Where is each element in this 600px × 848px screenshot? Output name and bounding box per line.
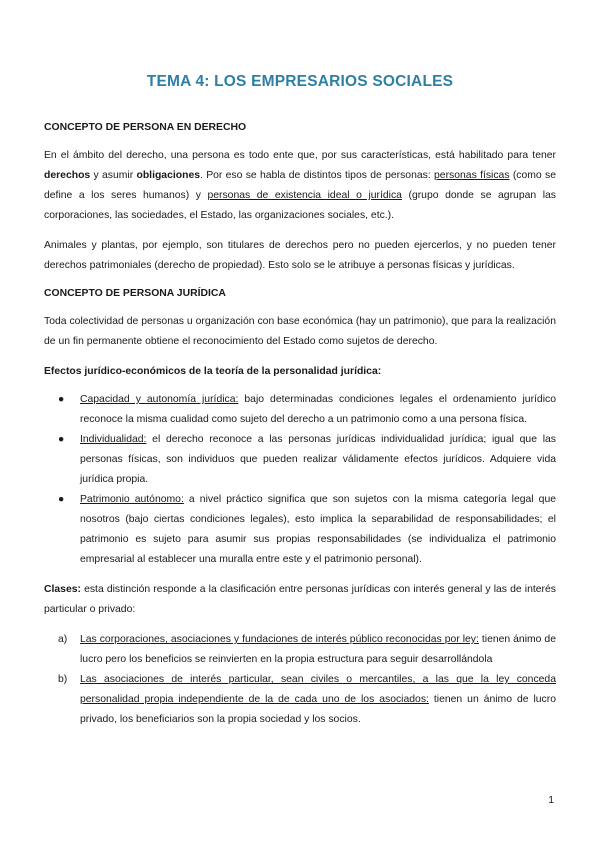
- page-number: 1: [548, 795, 554, 806]
- text-run: (como se define a los seres humanos) y: [44, 170, 556, 201]
- bold-term-obligaciones: obligaciones: [136, 170, 200, 181]
- bullet-icon: ●: [58, 434, 65, 445]
- clases-text: esta distinción responde a la clasificación entre personas jurídicas con interés general y las de interés particular o privado:: [44, 584, 556, 615]
- text-run: En el ámbito del derecho, una persona es todo ente que, por sus características, está habilitado para tener: [44, 150, 556, 161]
- text-run: y asumir: [90, 170, 137, 181]
- paragraph-animales-plantas: Animales y plantas, por ejemplo, son titulares de derechos pero no pueden ejercerlos, y no pueden tener derechos patrimoniales (derecho de propiedad). Esto solo se le atribuye a personas físicas y jurídicas.: [44, 240, 556, 271]
- text-run: (grupo donde se agrupan las corporaciones, las sociedades, el Estado, las organizaciones sociales, etc.).: [44, 190, 556, 221]
- section-heading-persona-derecho: CONCEPTO DE PERSONA EN DERECHO: [44, 122, 247, 133]
- bullet-term: Capacidad y autonomía jurídica:: [80, 394, 239, 405]
- bold-term-derechos: derechos: [44, 170, 91, 181]
- list-marker: b): [58, 674, 68, 685]
- list-item: [44, 630, 556, 670]
- effects-list: [44, 390, 556, 570]
- clases-list: [44, 630, 556, 730]
- bullet-icon: ●: [58, 494, 65, 505]
- bullet-term: Individualidad:: [80, 434, 147, 445]
- list-item: [44, 430, 556, 490]
- list-item: [44, 390, 556, 430]
- text-run: . Por eso se habla de distintos tipos de personas:: [200, 170, 435, 181]
- clase-term: Las asociaciones de interés particular, sean civiles o mercantiles, a las que la ley conceda personalidad propia independiente de la de cada uno de los asociados:: [80, 674, 556, 705]
- paragraph-persona-definicion: [44, 146, 556, 226]
- page-title: TEMA 4: LOS EMPRESARIOS SOCIALES: [146, 73, 454, 90]
- clase-term: Las corporaciones, asociaciones y fundaciones de interés público reconocidas por ley:: [80, 634, 479, 645]
- clase-text: tienen ánimo de lucro pero los beneficios se reinvierten en la propia estructura para seguir desarrollándola: [80, 634, 556, 665]
- paragraph-clases: [44, 580, 556, 620]
- effects-title-text: Efectos jurídico-económicos de la teoría de la personalidad jurídica:: [44, 366, 382, 377]
- document-body: [44, 118, 556, 730]
- bullet-icon: ●: [58, 394, 65, 405]
- list-item: [44, 670, 556, 730]
- underlined-term-personas-fisicas: personas físicas: [434, 170, 510, 181]
- clases-label: Clases:: [44, 584, 81, 595]
- section-heading-persona-juridica: CONCEPTO DE PERSONA JURÍDICA: [44, 288, 226, 299]
- paragraph-persona-juridica-definicion: Toda colectividad de personas u organización con base económica (hay un patrimonio), que para la realización de un fin permanente obtiene el reconocimiento del Estado como sujetos de derecho.: [44, 316, 556, 347]
- bullet-text: el derecho reconoce a las personas jurídicas individualidad jurídica; igual que las personas físicas, son individuos que pueden realizar válidamente efectos jurídicos. Adquiere vida jurídica propia.: [80, 434, 556, 485]
- underlined-term-personas-juridicas: personas de existencia ideal o jurídica: [207, 190, 402, 201]
- bullet-text: a nivel práctico significa que son sujetos con la misma categoría legal que nosotros (bajo ciertas condiciones legales), esto implica la separabilidad de responsabilidades; el patrimonio es sujeto para asumir sus propias responsabilidades (se individualiza el patrimonio empresarial al establecer una muralla entre este y el patrimonio personal).: [80, 494, 556, 565]
- effects-title: [44, 362, 556, 382]
- bullet-term: Patrimonio autónomo:: [80, 494, 184, 505]
- list-marker: a): [58, 634, 68, 645]
- bullet-text: bajo determinadas condiciones legales el ordenamiento jurídico reconoce la misma cualidad como sujeto del derecho a un patrimonio como a una persona física.: [80, 394, 556, 425]
- list-item: [44, 490, 556, 570]
- clase-text: tienen un ánimo de lucro privado, los beneficiarios son la propia sociedad y los socios.: [80, 694, 556, 725]
